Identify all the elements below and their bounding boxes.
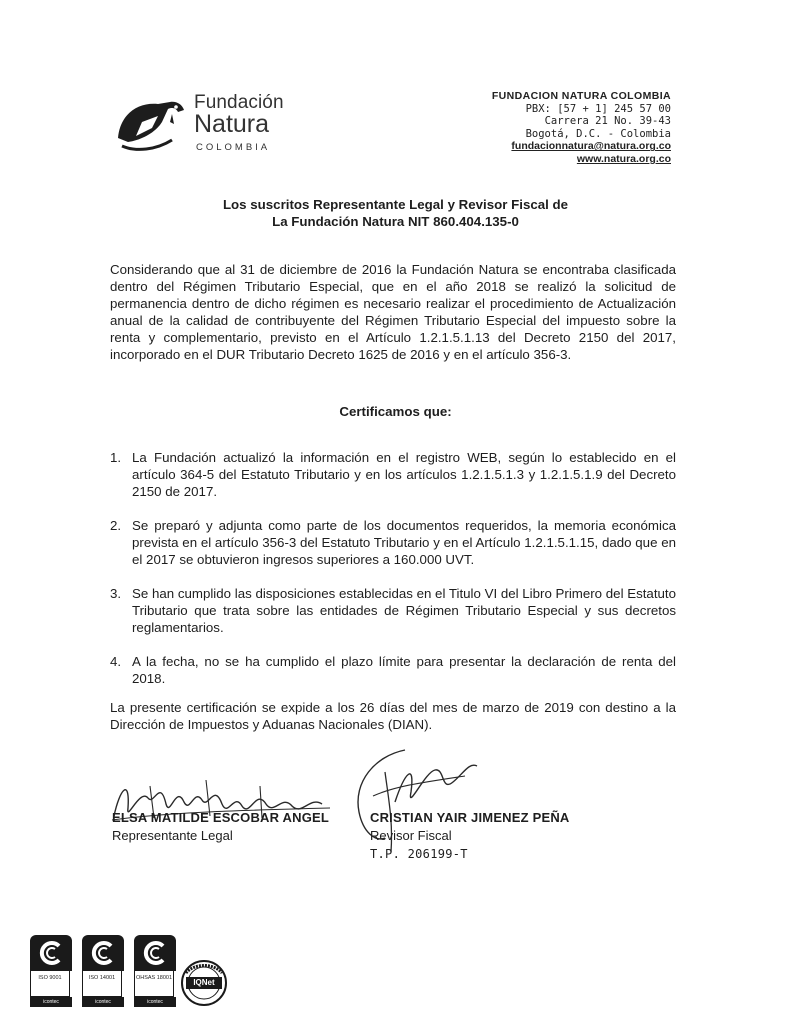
- signatory-legal-representative: [112, 810, 329, 843]
- icontec-logo-icon: [89, 939, 117, 967]
- email-link[interactable]: fundacionnatura@natura.org.co: [511, 140, 671, 153]
- signatory-role: Revisor Fiscal: [370, 828, 452, 843]
- list-item-number: 3.: [110, 586, 122, 601]
- badge-standard: ISO 14001: [82, 971, 122, 997]
- list-item-number: 1.: [110, 450, 122, 465]
- list-item-text: A la fecha, no se ha cumplido el plazo límite para presentar la declaración de renta del 2018.: [132, 654, 676, 686]
- document-heading: [0, 196, 791, 230]
- natura-bird-icon: [112, 92, 190, 154]
- list-item-number: 4.: [110, 654, 122, 669]
- list-item: [110, 653, 676, 687]
- intro-paragraph: Considerando que al 31 de diciembre de 2016 la Fundación Natura se encontraba clasificada dentro del Régimen Tributario Especial, que en el año 2018 se realizó la solicitud de permanencia dentro de dicho régimen es necesario realizar el procedimiento de Actualización anual de la calidad de contribuyente del Régimen Tributario Especial del impuesto sobre la renta y complementario, previsto en el Artículo 1.2.1.5.1.13 del Decreto 2150 del 2017, incorporado en el DUR Tributario Decreto 1625 de 2016 y en el artículo 356-3.: [110, 262, 676, 362]
- icontec-logo-icon: [141, 939, 169, 967]
- badge-standard: ISO 9001: [30, 971, 70, 997]
- icontec-iso14001-badge: [82, 935, 124, 1007]
- signatory-fiscal-auditor: [370, 810, 570, 861]
- list-item-number: 2.: [110, 518, 122, 533]
- signatory-role: Representante Legal: [112, 828, 233, 843]
- signatory-name: CRISTIAN YAIR JIMENEZ PEÑA: [370, 810, 570, 825]
- badge-standard: OHSAS 18001: [134, 971, 174, 997]
- list-item-text: Se preparó y adjunta como parte de los documentos requeridos, la memoria económica prevista en el artículo 356-3 del Estatuto Tributario y en el Artículo 1.2.1.5.1.15, dado que en el 2017 se obtuvieron ingresos superiores a 160.000 UVT.: [132, 518, 676, 567]
- logo-text-fundacion: Fundación: [194, 92, 284, 113]
- iqnet-label: IQNet: [186, 977, 222, 989]
- letterhead-contact: [492, 90, 671, 166]
- signatory-name: ELSA MATILDE ESCOBAR ANGEL: [112, 810, 330, 825]
- icontec-logo-icon: [37, 939, 65, 967]
- iqnet-badge: [180, 959, 228, 1007]
- phone-number: PBX: [57 + 1] 245 57 00: [525, 102, 671, 115]
- heading-line-2: La Fundación Natura NIT 860.404.135-0: [272, 214, 519, 229]
- closing-paragraph: La presente certificación se expide a los 26 días del mes de marzo de 2019 con destino a la Dirección de Impuestos y Aduanas Nacionales (DIAN).: [110, 700, 676, 732]
- icontec-iso9001-badge: [30, 935, 72, 1007]
- list-item: [110, 585, 676, 636]
- list-item: [110, 449, 676, 500]
- logo-text-natura: Natura: [194, 110, 270, 138]
- heading-line-1: Los suscritos Representante Legal y Revisor Fiscal de: [222, 197, 569, 212]
- list-item-text: La Fundación actualizó la información en el registro WEB, según lo establecido en el artículo 364-5 del Estatuto Tributario y en los artículos 1.2.1.5.1.3 y 1.2.1.5.1.9 del Decreto 2150 de 2017.: [132, 450, 676, 499]
- fundacion-natura-logo: [112, 92, 282, 158]
- list-item: [110, 517, 676, 568]
- certify-heading: Certificamos que:: [339, 404, 452, 419]
- badge-issuer: icontec: [30, 997, 72, 1007]
- certification-badges: [30, 935, 245, 1010]
- website-link[interactable]: www.natura.org.co: [576, 152, 671, 165]
- city: Bogotá, D.C. - Colombia: [525, 127, 671, 140]
- org-name: FUNDACION NATURA COLOMBIA: [491, 90, 671, 102]
- list-item-text: Se han cumplido las disposiciones establecidas en el Titulo VI del Libro Primero del Estatuto Tributario que trata sobre las entidades de Régimen Tributario Especial y sus decretos reglamentarios.: [132, 586, 676, 635]
- icontec-ohsas18001-badge: [134, 935, 176, 1007]
- street-address: Carrera 21 No. 39-43: [544, 115, 671, 128]
- badge-issuer: icontec: [82, 997, 124, 1007]
- certification-list: [110, 449, 676, 704]
- logo-text-colombia: COLOMBIA: [196, 142, 271, 153]
- badge-issuer: icontec: [134, 997, 176, 1007]
- professional-card-number: T.P. 206199-T: [370, 847, 468, 861]
